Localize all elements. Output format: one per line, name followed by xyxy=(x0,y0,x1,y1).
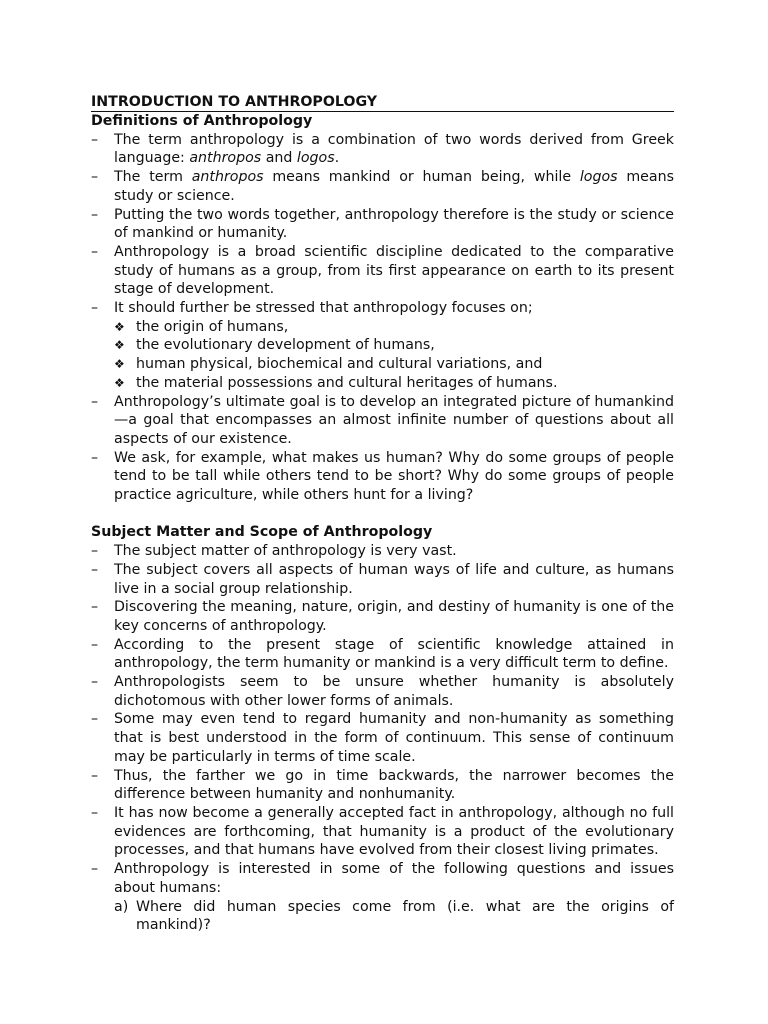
focus-point-text: the origin of humans, xyxy=(136,318,289,335)
document-title: INTRODUCTION TO ANTHROPOLOGY xyxy=(91,93,674,112)
list-item xyxy=(91,673,674,710)
focus-point xyxy=(114,336,674,355)
list-item xyxy=(91,168,674,205)
dash-bullet: – xyxy=(91,767,99,784)
list-item-text: Putting the two words together, anthropology therefore is the study or science of mankind or humanity. xyxy=(114,206,674,242)
list-item-text: Anthropology’s ultimate goal is to develop an integrated picture of humankind—a goal that encompasses an almost infinite number of questions about all aspects of our existence. xyxy=(114,393,674,447)
list-item-text: Some may even tend to regard humanity and non-humanity as something that is best understood in the form of continuum. This sense of continuum may be particularly in terms of time scale. xyxy=(114,711,674,765)
text-segment: means mankind or human being, while xyxy=(263,169,580,186)
focus-point-text: the evolutionary development of humans, xyxy=(136,337,435,354)
dash-bullet: – xyxy=(91,243,99,260)
dash-bullet: – xyxy=(91,805,99,821)
focus-point xyxy=(114,374,674,393)
dash-bullet: – xyxy=(91,206,99,223)
list-item-text: Anthropologists seem to be unsure whether humanity is absolutely dichotomous with other lower forms of animals. xyxy=(114,674,674,709)
dash-bullet: – xyxy=(91,711,99,728)
diamond-bullet-icon: ❖ xyxy=(114,338,125,353)
italic-term: logos xyxy=(296,150,335,167)
focus-point xyxy=(114,355,674,374)
focus-point-text: the material possessions and cultural heritages of humans. xyxy=(136,374,558,391)
dash-bullet: – xyxy=(91,861,99,878)
list-item-text: The subject matter of anthropology is very vast. xyxy=(114,543,457,560)
list-item xyxy=(91,860,674,935)
focus-points-list xyxy=(114,318,674,393)
definitions-list xyxy=(91,131,674,505)
list-item-text: Anthropology is interested in some of the following questions and issues about humans: xyxy=(114,861,674,896)
list-item xyxy=(91,542,674,561)
question-text: Where did human species come from (i.e. what are the origins of mankind)? xyxy=(136,898,674,934)
dash-bullet: – xyxy=(91,300,99,317)
diamond-bullet-icon: ❖ xyxy=(114,357,125,372)
dash-bullet: – xyxy=(91,599,99,616)
subject-matter-list xyxy=(91,542,674,935)
list-item xyxy=(91,131,674,168)
diamond-bullet-icon: ❖ xyxy=(114,375,125,390)
list-item xyxy=(91,206,674,243)
list-item xyxy=(91,561,674,598)
list-item-text: The subject covers all aspects of human ways of life and culture, as humans live in a social group relationship. xyxy=(114,561,674,597)
document-page xyxy=(91,93,674,935)
section-heading-subject-matter: Subject Matter and Scope of Anthropology xyxy=(91,524,433,541)
list-item xyxy=(91,449,674,505)
list-item xyxy=(91,710,674,766)
dash-bullet: – xyxy=(91,169,99,186)
dash-bullet: – xyxy=(91,674,99,691)
italic-term: logos xyxy=(579,169,618,186)
text-segment: and xyxy=(261,150,297,167)
list-item-text: It has now become a generally accepted fact in anthropology, although no full evidences are forthcoming, that humanity is a product of the evolutionary processes, and that humans have evolved from their closest living primates. xyxy=(114,805,674,859)
list-item xyxy=(91,393,674,449)
italic-term: anthropos xyxy=(189,150,262,167)
question-marker: a) xyxy=(114,898,129,915)
text-segment: . xyxy=(334,150,340,167)
list-item xyxy=(91,636,674,673)
dash-bullet: – xyxy=(91,449,99,466)
focus-point-text: human physical, biochemical and cultural variations, and xyxy=(136,356,543,373)
dash-bullet: – xyxy=(91,131,99,148)
list-item xyxy=(91,804,674,860)
diamond-bullet-icon: ❖ xyxy=(114,319,125,334)
focus-point xyxy=(114,318,674,337)
list-item-text: Thus, the farther we go in time backwards, the narrower becomes the difference between humanity and nonhumanity. xyxy=(114,767,674,803)
list-item xyxy=(91,299,674,393)
dash-bullet: – xyxy=(91,543,99,560)
list-item xyxy=(91,598,674,635)
list-item-text: Discovering the meaning, nature, origin, and destiny of humanity is one of the key concerns of anthropology. xyxy=(114,599,674,634)
section-spacer xyxy=(91,505,674,524)
dash-bullet: – xyxy=(91,636,99,653)
list-item-text: We ask, for example, what makes us human? Why do some groups of people tend to be tall while others tend to be short? Why do some groups of people practice agriculture, while others hunt for a living? xyxy=(114,449,674,504)
question-item xyxy=(114,898,674,935)
list-item-text: According to the present stage of scientific knowledge attained in anthropology, the term humanity or mankind is a very difficult term to define. xyxy=(114,636,674,672)
list-item xyxy=(91,767,674,804)
list-item-text: It should further be stressed that anthropology focuses on; xyxy=(114,300,533,317)
text-segment: The term xyxy=(114,169,192,186)
text-segment: means study or science. xyxy=(114,169,674,204)
section-heading-definitions: Definitions of Anthropology xyxy=(91,113,313,129)
italic-term: anthropos xyxy=(191,169,264,186)
dash-bullet: – xyxy=(91,393,99,410)
dash-bullet: – xyxy=(91,561,99,578)
text-segment: The term anthropology is a combination of two words derived from Greek language: xyxy=(114,131,674,167)
list-item-text: Anthropology is a broad scientific discipline dedicated to the comparative study of humans as a group, from its first appearance on earth to its present stage of development. xyxy=(114,243,674,298)
list-item xyxy=(91,243,674,299)
